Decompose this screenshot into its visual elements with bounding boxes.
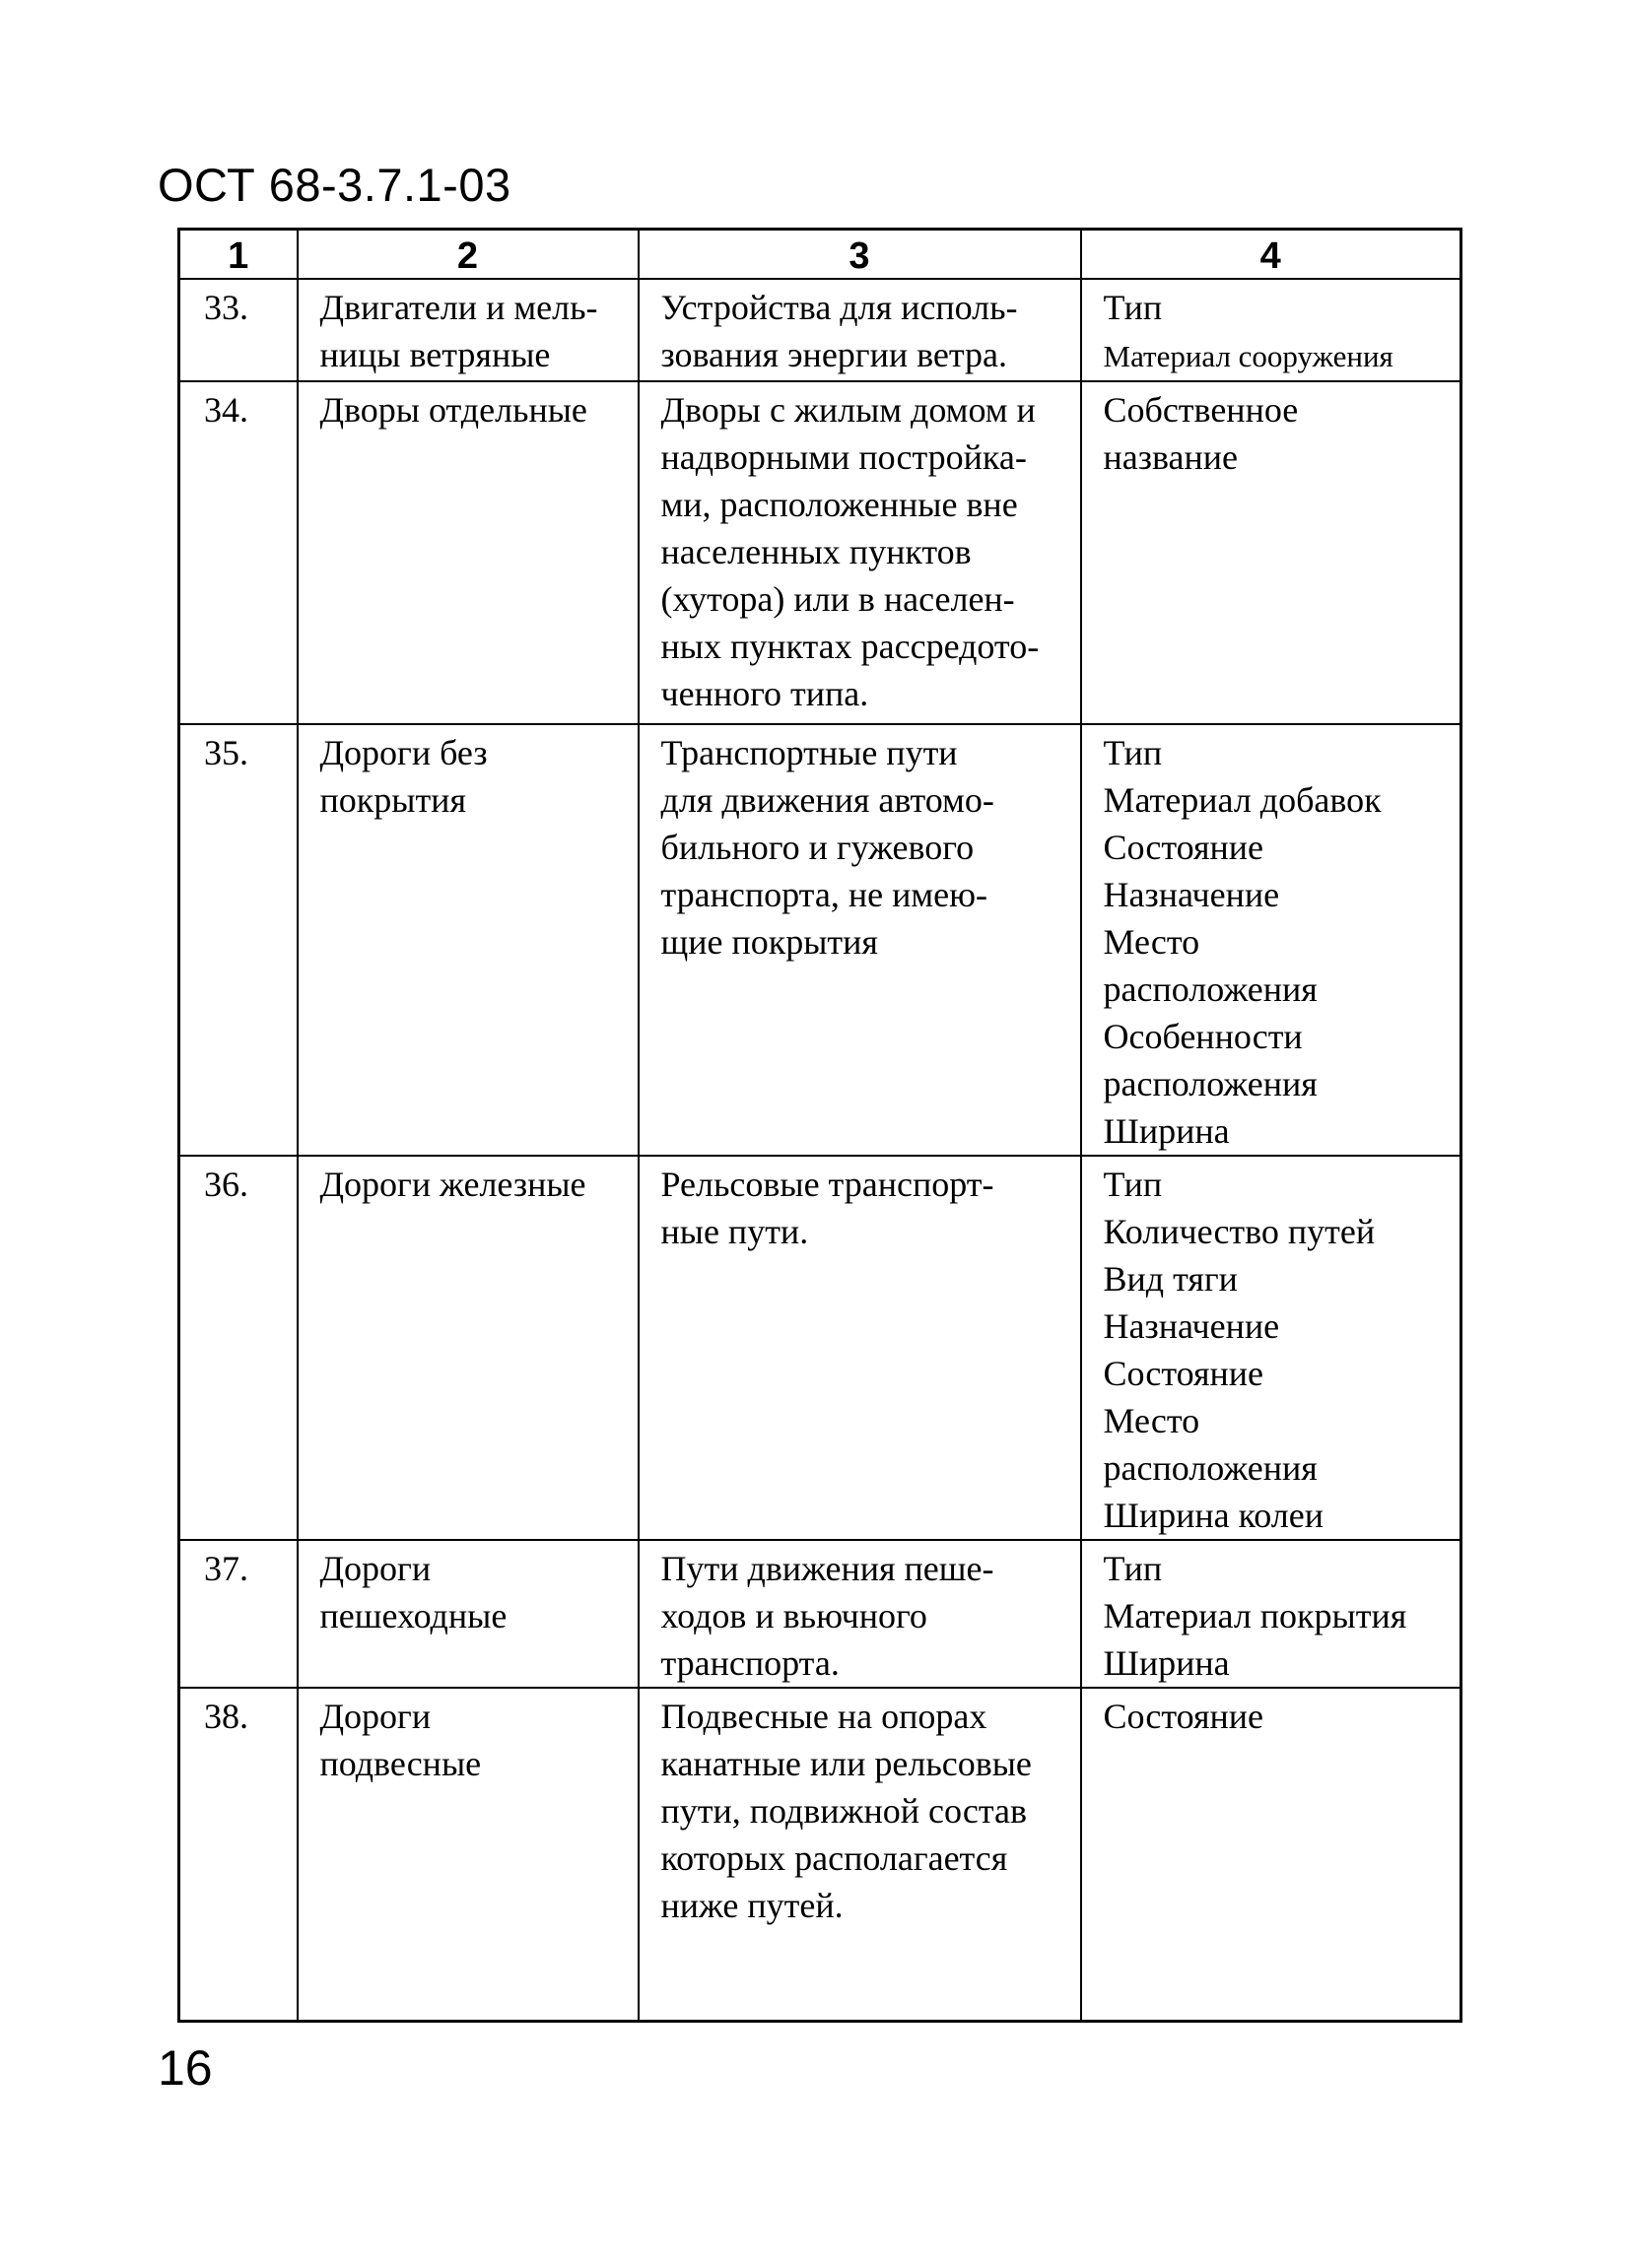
- object-name: Дворы отдельные: [298, 381, 639, 724]
- object-name: Дороги без покрытия: [298, 724, 639, 1156]
- table-row: [179, 724, 1461, 1156]
- column-header-2: 2: [298, 230, 639, 280]
- object-description: Транспортные пути для движения автомо- бильного и гужевого транспорта, не имею- щие покрытия: [639, 724, 1081, 1156]
- column-header-4: 4: [1081, 230, 1461, 280]
- row-number: 33.: [179, 279, 298, 381]
- object-description: Дворы с жилым домом и надворными постройка- ми, расположенные вне населенных пунктов (хутора) или в населен- ных пунктах рассредото- ченного типа.: [639, 381, 1081, 724]
- object-name: Дороги железные: [298, 1156, 639, 1540]
- object-attributes: Собственное название: [1081, 381, 1461, 724]
- classification-table: [177, 228, 1462, 2023]
- object-attributes: Состояние: [1081, 1688, 1461, 2022]
- object-description: Пути движения пеше- ходов и вьючного транспорта.: [639, 1540, 1081, 1688]
- page-number: 16: [158, 2040, 213, 2096]
- object-attributes: Тип Материал покрытия Ширина: [1081, 1540, 1461, 1688]
- table-row: [179, 1540, 1461, 1688]
- attribute-type: Тип: [1103, 288, 1163, 327]
- object-attributes: [1081, 279, 1461, 381]
- column-header-1: 1: [179, 230, 298, 280]
- table-row: [179, 279, 1461, 381]
- attribute-material: Материал сооружения: [1103, 339, 1393, 373]
- row-number: 36.: [179, 1156, 298, 1540]
- object-name: Дороги пешеходные: [298, 1540, 639, 1688]
- row-number: 38.: [179, 1688, 298, 2022]
- object-description: Подвесные на опорах канатные или рельсовые пути, подвижной состав которых располагается ниже путей.: [639, 1688, 1081, 2022]
- object-attributes: Тип Количество путей Вид тяги Назначение Состояние Место расположения Ширина колеи: [1081, 1156, 1461, 1540]
- table-header-row: [179, 230, 1461, 280]
- column-header-3: 3: [639, 230, 1081, 280]
- object-name: Двигатели и мель- ницы ветряные: [298, 279, 639, 381]
- table-row: [179, 1156, 1461, 1540]
- object-attributes: Тип Материал добавок Состояние Назначение Место расположения Особенности расположения Ширина: [1081, 724, 1461, 1156]
- object-name: Дороги подвесные: [298, 1688, 639, 2022]
- table-row: [179, 381, 1461, 724]
- object-description: Рельсовые транспорт- ные пути.: [639, 1156, 1081, 1540]
- document-code: ОСТ 68-3.7.1-03: [158, 159, 511, 211]
- table-row: [179, 1688, 1461, 2022]
- object-description: Устройства для исполь- зования энергии ветра.: [639, 279, 1081, 381]
- row-number: 37.: [179, 1540, 298, 1688]
- row-number: 35.: [179, 724, 298, 1156]
- row-number: 34.: [179, 381, 298, 724]
